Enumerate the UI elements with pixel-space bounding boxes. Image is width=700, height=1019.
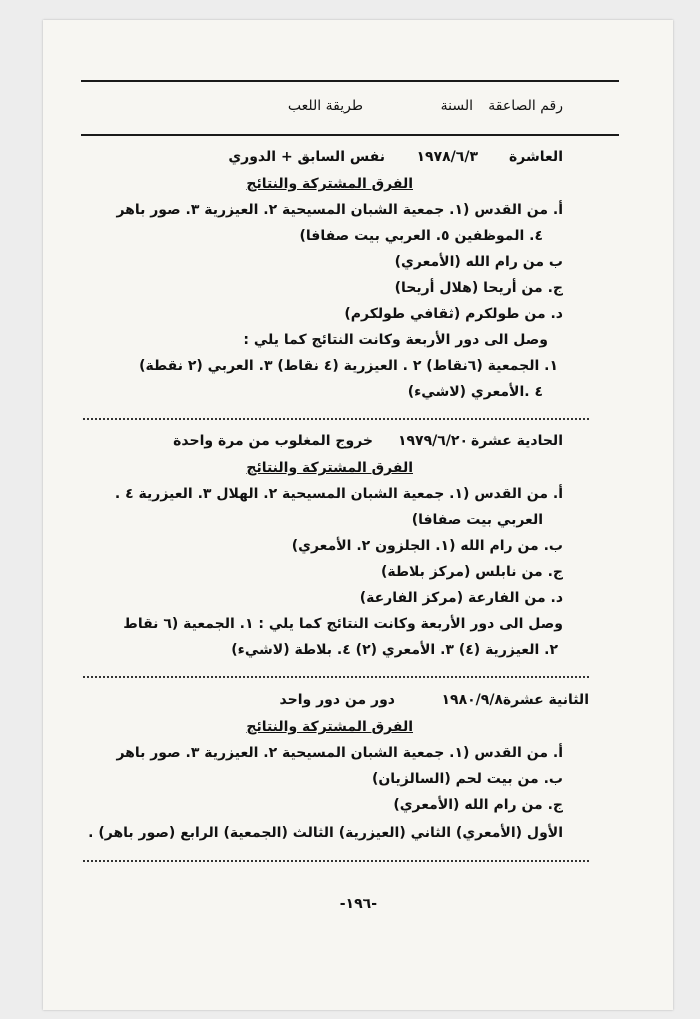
s10-group-d: د. من طولكرم (ثقافي طولكرم) bbox=[344, 306, 563, 322]
s11-group-b: ب. من رام الله (١. الجلزون ٢. الأمعري) bbox=[291, 538, 563, 554]
s11-ordinal: الحادية عشرة bbox=[471, 433, 563, 449]
s10-group-b: ب من رام الله (الأمعري) bbox=[394, 254, 563, 270]
s10-date: ١٩٧٨/٦/٣ bbox=[416, 149, 478, 165]
s11-divider bbox=[83, 676, 589, 678]
header-top-rule bbox=[81, 80, 619, 82]
s10-group-a-cont: ٤. الموظفين ٥. العربي بيت صفافا) bbox=[299, 228, 543, 244]
s10-ordinal: العاشرة bbox=[509, 149, 563, 165]
s12-divider bbox=[83, 860, 589, 862]
header-col-number: رقم الصاعقة bbox=[488, 98, 563, 114]
s12-group-b: ب. من بيت لحم (السالزيان) bbox=[371, 771, 563, 787]
header-bottom-rule bbox=[81, 134, 619, 136]
s11-group-a: أ. من القدس (١. جمعية الشبان المسيحية ٢. الهلال ٣. العيزرية ٤ . bbox=[114, 486, 563, 502]
s12-method: دور من دور واحد bbox=[279, 692, 395, 708]
s11-date: ١٩٧٩/٦/٢٠ bbox=[397, 433, 468, 449]
s11-group-d: د. من الفارعة (مركز الفارعة) bbox=[359, 590, 563, 606]
s10-result-2: ٤ .الأمعري (لاشيء) bbox=[407, 384, 543, 400]
header-col-method: طريقة اللعب bbox=[287, 98, 363, 114]
s10-divider bbox=[83, 418, 589, 420]
s11-group-c: ج. من نابلس (مركز بلاطة) bbox=[380, 564, 563, 580]
document-page bbox=[43, 20, 673, 1010]
s10-method: نفس السابق + الدوري bbox=[228, 149, 385, 165]
page-number: -١٩٦- bbox=[339, 896, 377, 912]
s12-group-a: أ. من القدس (١. جمعية الشبان المسيحية ٢. العيزرية ٣. صور باهر bbox=[116, 745, 563, 761]
s11-result-1: وصل الى دور الأربعة وكانت النتائج كما يلي : ١. الجمعية (٦ نقاط bbox=[123, 616, 563, 632]
s11-subtitle: الفرق المشتركة والنتائج bbox=[246, 460, 413, 476]
s12-ordinal: الثانية عشرة bbox=[502, 692, 589, 708]
s11-result-2: ٢. العيزرية (٤) ٣. الأمعري (٢) ٤. بلاطة (لاشيء) bbox=[231, 642, 558, 658]
s12-group-c: ج. من رام الله (الأمعري) bbox=[393, 797, 563, 813]
s11-group-a-cont: العربي بيت صفافا) bbox=[411, 512, 543, 528]
s10-subtitle: الفرق المشتركة والنتائج bbox=[246, 176, 413, 192]
s12-result: الأول (الأمعري) الثاني (العيزرية) الثالث (الجمعية) الرابع (صور باهر) . bbox=[88, 825, 563, 841]
s10-result-1: ١. الجمعية (٦نقاط) ٢ . العيزرية (٤ نقاط) ٣. العربي (٢ نقطة) bbox=[139, 358, 558, 374]
s11-method: خروج المغلوب من مرة واحدة bbox=[173, 433, 373, 449]
s12-date: ١٩٨٠/٩/٨ bbox=[441, 692, 503, 708]
s12-subtitle: الفرق المشتركة والنتائج bbox=[246, 719, 413, 735]
s10-group-a: أ. من القدس (١. جمعية الشبان المسيحية ٢. العيزرية ٣. صور باهر bbox=[116, 202, 563, 218]
header-col-year: السنة bbox=[440, 98, 473, 114]
s10-group-c: ج. من أريحا (هلال أريحا) bbox=[394, 280, 563, 296]
s10-result-intro: وصل الى دور الأربعة وكانت النتائج كما يلي : bbox=[243, 332, 548, 348]
